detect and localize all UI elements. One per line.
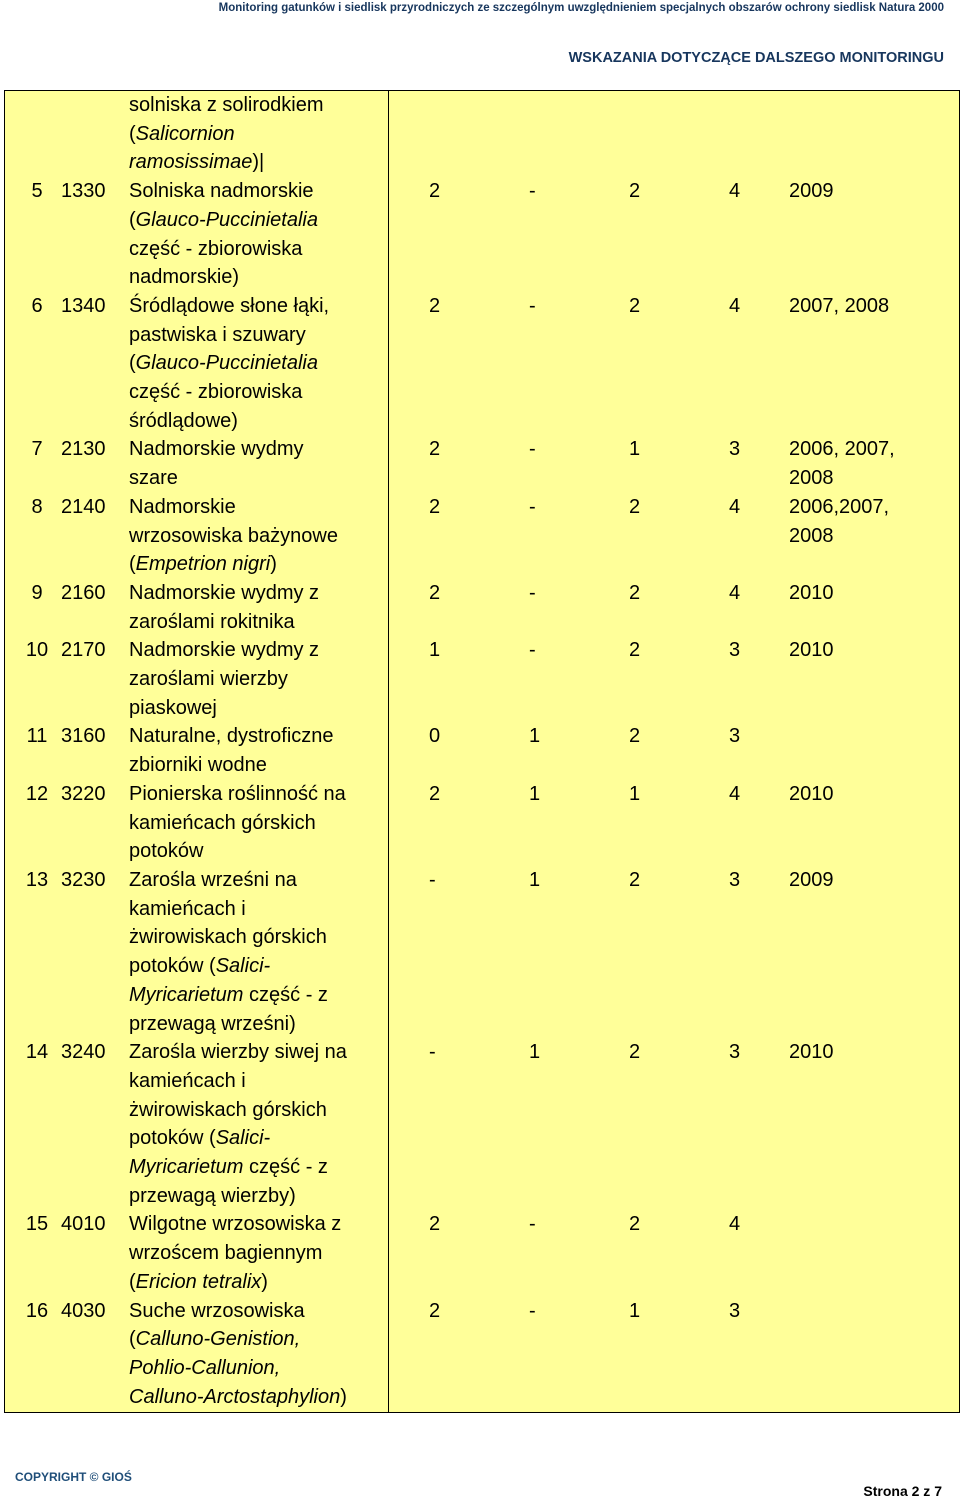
- copyright-notice: COPYRIGHT © GIOŚ: [15, 1470, 132, 1484]
- row-number: [15, 464, 59, 493]
- habitat-name: Suche wrzosowiska: [129, 1299, 305, 1322]
- row-number: [15, 1354, 59, 1383]
- habitat-name: Zarośla wierzby siwej na: [129, 1041, 347, 1064]
- habitat-name: zaroślami rokitnika: [129, 610, 295, 633]
- assessment-value: 1: [529, 782, 541, 805]
- row-number: [15, 608, 59, 637]
- habitat-name: potoków (Salici-: [129, 955, 271, 978]
- table-row-continuation: [5, 1182, 388, 1211]
- assessment-row-continuation: [389, 809, 959, 838]
- assessment-value: 0: [429, 725, 441, 748]
- assessment-value: -: [529, 639, 536, 662]
- row-number: [15, 1239, 59, 1268]
- habitat-code: [59, 1239, 129, 1268]
- habitat-name: kamieńcach i: [129, 897, 246, 920]
- habitat-code: [59, 608, 129, 637]
- table-row: [5, 435, 388, 464]
- assessment-column: [389, 91, 960, 1413]
- assessment-value: -: [429, 1041, 436, 1064]
- table-row-continuation: [5, 809, 388, 838]
- assessment-row-continuation: [389, 522, 959, 551]
- table-row-continuation: [5, 665, 388, 694]
- habitat-name: przewagą wrześni): [129, 1012, 296, 1035]
- table-row-continuation: [5, 349, 388, 378]
- assessment-value: 1: [529, 868, 541, 891]
- row-number: [15, 751, 59, 780]
- assessment-value: 1: [629, 1299, 641, 1322]
- habitat-code: [59, 378, 129, 407]
- table-row: [5, 1210, 388, 1239]
- monitoring-years: [789, 722, 939, 751]
- habitat-code: [59, 1124, 129, 1153]
- assessment-row: [389, 780, 959, 809]
- monitoring-years-continued: 2008: [789, 467, 834, 490]
- table-row: [5, 722, 388, 751]
- habitat-name: Nadmorskie: [129, 495, 236, 518]
- table-row: [5, 1038, 388, 1067]
- table-row-continuation: [5, 952, 388, 981]
- table-row-continuation: [5, 1325, 388, 1354]
- assessment-row-continuation: [389, 1383, 959, 1412]
- assessment-row-continuation: [389, 550, 959, 579]
- habitat-code: 4030: [61, 1299, 106, 1322]
- habitat-code: 3230: [61, 868, 106, 891]
- assessment-row-continuation: [389, 1239, 959, 1268]
- habitat-name: Śródlądowe słone łąki,: [129, 294, 330, 317]
- assessment-row: [389, 292, 959, 321]
- assessment-value: -: [529, 180, 536, 203]
- habitat-code: 2130: [61, 438, 106, 461]
- habitat-name: (Calluno-Genistion,: [129, 1328, 301, 1351]
- habitat-name: śródlądowe): [129, 409, 238, 432]
- row-number: [15, 378, 59, 407]
- assessment-value: 1: [629, 782, 641, 805]
- row-number: 5: [31, 180, 43, 203]
- monitoring-years: [789, 1297, 939, 1326]
- table-row-continuation: [5, 464, 388, 493]
- row-number: 11: [26, 725, 48, 748]
- assessment-value: 4: [729, 495, 741, 518]
- monitoring-years: [789, 1210, 939, 1239]
- habitat-table: [4, 90, 960, 1413]
- habitat-code: 4010: [61, 1213, 106, 1236]
- row-number: 13: [25, 868, 49, 891]
- table-row-continuation: [5, 1239, 388, 1268]
- assessment-row-continuation: [389, 206, 959, 235]
- assessment-row-continuation: [389, 952, 959, 981]
- habitat-intro-line: [5, 148, 388, 177]
- monitoring-years: 2009: [789, 180, 834, 203]
- habitat-code: 3220: [61, 782, 106, 805]
- assessment-row-continuation: [389, 1124, 959, 1153]
- row-number: [15, 895, 59, 924]
- assessment-value: 2: [429, 581, 441, 604]
- table-row-continuation: [5, 608, 388, 637]
- assessment-row: [389, 1210, 959, 1239]
- habitat-code: [59, 809, 129, 838]
- intro-text: ramosissimae)|: [129, 151, 265, 174]
- habitat-name: potoków (Salici-: [129, 1127, 271, 1150]
- table-row: [5, 866, 388, 895]
- assessment-value: 4: [729, 782, 741, 805]
- habitat-code: [59, 694, 129, 723]
- assessment-value: 2: [429, 1213, 441, 1236]
- row-number: [15, 665, 59, 694]
- habitat-code: [59, 1383, 129, 1412]
- habitat-code: [59, 1354, 129, 1383]
- table-row-continuation: [5, 321, 388, 350]
- assessment-value: 4: [729, 1213, 741, 1236]
- habitat-name: Nadmorskie wydmy z: [129, 581, 320, 604]
- assessment-value: 3: [729, 868, 741, 891]
- table-row-continuation: [5, 751, 388, 780]
- habitat-name: wrzosowiska bażynowe: [129, 524, 338, 547]
- habitat-code: 3240: [61, 1041, 106, 1064]
- row-number: [15, 1124, 59, 1153]
- habitat-code: 1330: [61, 180, 106, 203]
- assessment-row-continuation: [389, 665, 959, 694]
- habitat-code: [59, 665, 129, 694]
- habitat-name: (Empetrion nigri): [129, 553, 277, 576]
- habitat-code: [59, 349, 129, 378]
- assessment-value: 2: [629, 495, 641, 518]
- habitat-code: [59, 981, 129, 1010]
- row-number: 8: [31, 495, 43, 518]
- row-number: 6: [31, 294, 43, 317]
- habitat-name: żwirowiskach górskich: [129, 926, 327, 949]
- table-row: [5, 780, 388, 809]
- row-number: [15, 235, 59, 264]
- monitoring-years: 2006, 2007,: [789, 438, 895, 461]
- habitat-code: [59, 235, 129, 264]
- habitat-code: [59, 407, 129, 436]
- habitat-name: nadmorskie): [129, 266, 240, 289]
- assessment-row-continuation: [389, 923, 959, 952]
- row-number: [15, 522, 59, 551]
- assessment-value: 2: [429, 782, 441, 805]
- row-number: 16: [25, 1299, 49, 1322]
- table-row-continuation: [5, 923, 388, 952]
- table-row-continuation: [5, 895, 388, 924]
- assessment-value: 3: [729, 1041, 741, 1064]
- habitat-description-column: [5, 91, 389, 1413]
- row-number: [15, 837, 59, 866]
- habitat-code: [59, 522, 129, 551]
- habitat-name: szare: [129, 467, 178, 490]
- assessment-value: 3: [729, 1299, 741, 1322]
- monitoring-years-continued: 2008: [789, 524, 834, 547]
- assessment-value: 2: [429, 495, 441, 518]
- assessment-row-continuation: [389, 378, 959, 407]
- habitat-name: zaroślami wierzby: [129, 668, 288, 691]
- intro-text: (Salicornion: [129, 122, 235, 145]
- assessment-row-continuation: [389, 1325, 959, 1354]
- habitat-code: [59, 895, 129, 924]
- assessment-row-continuation: [389, 464, 959, 493]
- table-row-continuation: [5, 1096, 388, 1125]
- table-row-continuation: [5, 1268, 388, 1297]
- habitat-name: (Glauco-Puccinietalia: [129, 208, 318, 231]
- assessment-row: [389, 722, 959, 751]
- habitat-name: Solniska nadmorskie: [129, 180, 314, 203]
- assessment-row-continuation: [389, 407, 959, 436]
- table-row-continuation: [5, 206, 388, 235]
- habitat-code: [59, 952, 129, 981]
- habitat-name: Wilgotne wrzosowiska z: [129, 1213, 342, 1236]
- assessment-value: 3: [729, 438, 741, 461]
- row-number: [15, 1268, 59, 1297]
- habitat-code: [59, 1010, 129, 1039]
- table-row: [5, 292, 388, 321]
- assessment-row-continuation: [389, 1010, 959, 1039]
- table-row: [5, 493, 388, 522]
- habitat-name: część - zbiorowiska: [129, 381, 303, 404]
- assessment-value: 2: [629, 639, 641, 662]
- assessment-value: 2: [429, 1299, 441, 1322]
- habitat-name: (Glauco-Puccinietalia: [129, 352, 318, 375]
- habitat-code: [59, 1153, 129, 1182]
- habitat-name: przewagą wierzby): [129, 1184, 296, 1207]
- habitat-code: 2160: [61, 581, 106, 604]
- habitat-name: Pionierska roślinność na: [129, 782, 346, 805]
- habitat-name: piaskowej: [129, 696, 217, 719]
- monitoring-years: 2010: [789, 1041, 834, 1064]
- habitat-intro-line: [5, 120, 388, 149]
- habitat-name: kamieńcach i: [129, 1069, 246, 1092]
- row-number: [15, 923, 59, 952]
- assessment-row-continuation: [389, 751, 959, 780]
- table-row-continuation: [5, 407, 388, 436]
- assessment-value: 4: [729, 180, 741, 203]
- row-number: [15, 263, 59, 292]
- table-row: [5, 1297, 388, 1326]
- table-row-continuation: [5, 1383, 388, 1412]
- habitat-name: Zarośla wrześni na: [129, 868, 297, 891]
- habitat-name: część - zbiorowiska: [129, 237, 303, 260]
- habitat-intro-line: [5, 91, 388, 120]
- assessment-value: -: [529, 438, 536, 461]
- habitat-code: 2170: [61, 639, 106, 662]
- row-number: [15, 550, 59, 579]
- row-number: 7: [31, 438, 43, 461]
- assessment-row-continuation: [389, 349, 959, 378]
- assessment-row: [389, 177, 959, 206]
- table-row-continuation: [5, 522, 388, 551]
- row-number: [15, 206, 59, 235]
- habitat-name: Nadmorskie wydmy z: [129, 639, 320, 662]
- habitat-name: wrzoścem bagiennym: [129, 1242, 323, 1265]
- assessment-value: -: [429, 868, 436, 891]
- table-row: [5, 177, 388, 206]
- assessment-value: 1: [529, 725, 541, 748]
- row-number: [15, 1010, 59, 1039]
- habitat-code: [59, 1067, 129, 1096]
- table-row-continuation: [5, 1124, 388, 1153]
- page-number: Strona 2 z 7: [863, 1483, 942, 1499]
- habitat-code: [59, 550, 129, 579]
- monitoring-years: 2006,2007,: [789, 495, 890, 518]
- table-row-continuation: [5, 981, 388, 1010]
- monitoring-years: 2009: [789, 868, 834, 891]
- table-row-continuation: [5, 694, 388, 723]
- row-number: [15, 694, 59, 723]
- assessment-row-continuation: [389, 1354, 959, 1383]
- table-row-continuation: [5, 263, 388, 292]
- habitat-code: [59, 321, 129, 350]
- habitat-code: [59, 1268, 129, 1297]
- table-row-continuation: [5, 1010, 388, 1039]
- assessment-row-continuation: [389, 1153, 959, 1182]
- habitat-code: [59, 464, 129, 493]
- habitat-code: [59, 837, 129, 866]
- row-number: [15, 1067, 59, 1096]
- document-header-title: Monitoring gatunków i siedlisk przyrodniczych ze szczególnym uwzględnieniem specjalnych obszarów ochrony siedlisk Natura 2000: [218, 2, 944, 14]
- assessment-value: -: [529, 294, 536, 317]
- assessment-value: 1: [629, 438, 641, 461]
- habitat-name: pastwiska i szuwary: [129, 323, 306, 346]
- habitat-code: [59, 1325, 129, 1354]
- table-row-continuation: [5, 235, 388, 264]
- assessment-row: [389, 866, 959, 895]
- assessment-value: 2: [429, 294, 441, 317]
- table-row-continuation: [5, 1067, 388, 1096]
- assessment-row-continuation: [389, 263, 959, 292]
- habitat-code: [59, 263, 129, 292]
- assessment-value: 2: [429, 180, 441, 203]
- assessment-row-continuation: [389, 1096, 959, 1125]
- habitat-name: Calluno-Arctostaphylion): [129, 1385, 347, 1408]
- row-number: [15, 349, 59, 378]
- habitat-name: kamieńcach górskich: [129, 811, 316, 834]
- assessment-value: 2: [629, 1213, 641, 1236]
- row-number: [15, 981, 59, 1010]
- habitat-name: zbiorniki wodne: [129, 754, 267, 777]
- assessment-value: 3: [729, 639, 741, 662]
- assessment-row-continuation: [389, 321, 959, 350]
- assessment-row-continuation: [389, 235, 959, 264]
- row-number: 10: [25, 639, 49, 662]
- habitat-name: Nadmorskie wydmy: [129, 438, 304, 461]
- habitat-code: 1340: [61, 294, 106, 317]
- assessment-value: -: [529, 1213, 536, 1236]
- assessment-row-continuation: [389, 1067, 959, 1096]
- assessment-row-continuation: [389, 608, 959, 637]
- habitat-name: Naturalne, dystroficzne: [129, 725, 334, 748]
- row-number: 14: [25, 1041, 49, 1064]
- habitat-name: Myricarietum część - z: [129, 983, 328, 1006]
- monitoring-years: 2010: [789, 581, 834, 604]
- intro-text: solniska z solirodkiem: [129, 94, 324, 116]
- row-number: [15, 1383, 59, 1412]
- habitat-code: 3160: [61, 725, 106, 748]
- assessment-row-continuation: [389, 694, 959, 723]
- assessment-value: -: [529, 581, 536, 604]
- table-row-continuation: [5, 1354, 388, 1383]
- assessment-value: 1: [429, 639, 441, 662]
- assessment-value: 3: [729, 725, 741, 748]
- row-number: [15, 1325, 59, 1354]
- row-number: 15: [25, 1213, 49, 1236]
- row-number: [15, 1182, 59, 1211]
- assessment-row: [389, 1038, 959, 1067]
- monitoring-years: 2010: [789, 639, 834, 662]
- row-number: 12: [25, 782, 49, 805]
- row-number: [15, 809, 59, 838]
- row-number: [15, 1153, 59, 1182]
- habitat-name: Pohlio-Callunion,: [129, 1356, 281, 1379]
- habitat-code: 2140: [61, 495, 106, 518]
- assessment-value: 2: [629, 1041, 641, 1064]
- assessment-row: [389, 1297, 959, 1326]
- table-row-continuation: [5, 550, 388, 579]
- habitat-name: żwirowiskach górskich: [129, 1098, 327, 1121]
- assessment-value: 4: [729, 581, 741, 604]
- assessment-row: [389, 579, 959, 608]
- assessment-value: -: [529, 495, 536, 518]
- assessment-row-continuation: [389, 837, 959, 866]
- assessment-row: [389, 493, 959, 522]
- assessment-value: 2: [429, 438, 441, 461]
- assessment-row-continuation: [389, 981, 959, 1010]
- assessment-row-continuation: [389, 1182, 959, 1211]
- row-number: [15, 1096, 59, 1125]
- habitat-code: [59, 751, 129, 780]
- section-title: WSKAZANIA DOTYCZĄCE DALSZEGO MONITORINGU: [568, 50, 944, 66]
- assessment-row: [389, 636, 959, 665]
- habitat-name: (Ericion tetralix): [129, 1270, 268, 1293]
- habitat-code: [59, 1182, 129, 1211]
- assessment-value: 2: [629, 868, 641, 891]
- row-number: [15, 952, 59, 981]
- table-row-continuation: [5, 1153, 388, 1182]
- table-row: [5, 579, 388, 608]
- assessment-value: 2: [629, 180, 641, 203]
- habitat-name: potoków: [129, 840, 204, 863]
- habitat-code: [59, 1096, 129, 1125]
- assessment-value: 1: [529, 1041, 541, 1064]
- assessment-value: 2: [629, 725, 641, 748]
- habitat-name: Myricarietum część - z: [129, 1156, 328, 1179]
- assessment-value: 4: [729, 294, 741, 317]
- table-row: [5, 636, 388, 665]
- assessment-row-continuation: [389, 1268, 959, 1297]
- assessment-value: -: [529, 1299, 536, 1322]
- row-number: 9: [31, 581, 43, 604]
- monitoring-years: 2010: [789, 782, 834, 805]
- table-row-continuation: [5, 378, 388, 407]
- row-number: [15, 321, 59, 350]
- assessment-value: 2: [629, 294, 641, 317]
- row-number: [15, 407, 59, 436]
- assessment-row-continuation: [389, 895, 959, 924]
- habitat-code: [59, 206, 129, 235]
- monitoring-years: 2007, 2008: [789, 294, 890, 317]
- table-row-continuation: [5, 837, 388, 866]
- assessment-value: 2: [629, 581, 641, 604]
- habitat-code: [59, 923, 129, 952]
- assessment-row: [389, 435, 959, 464]
